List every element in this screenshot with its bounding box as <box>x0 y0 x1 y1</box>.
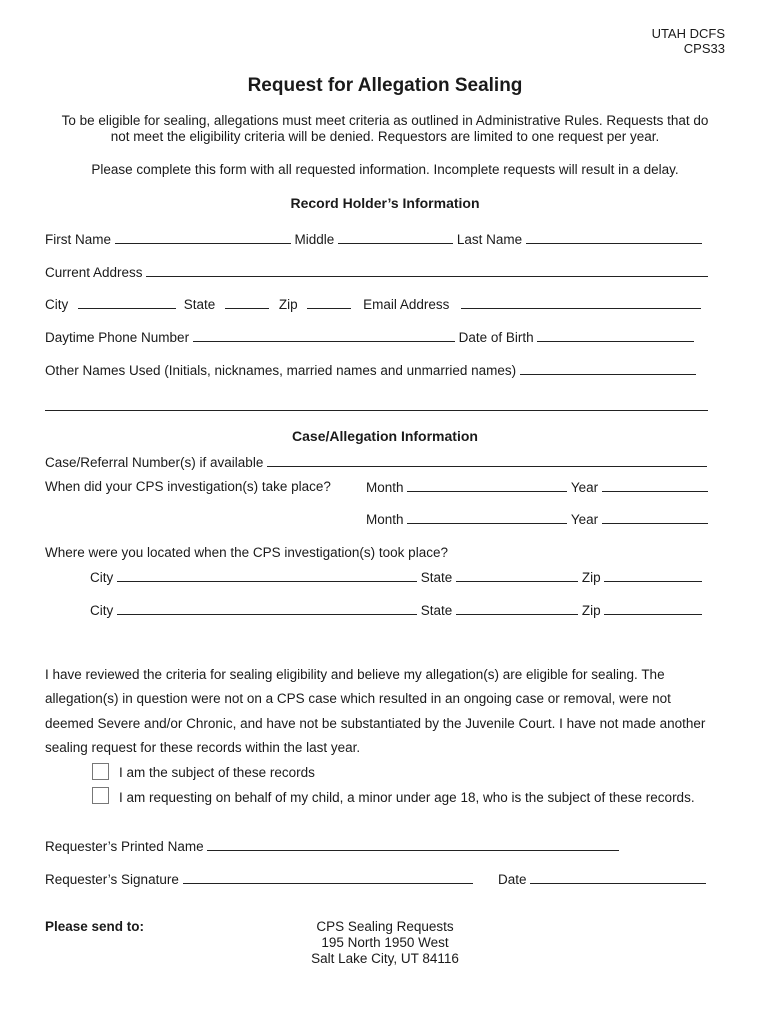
first-name-field[interactable] <box>115 231 291 244</box>
location-state-field[interactable] <box>456 602 578 615</box>
certification-line-1: I have reviewed the criteria for sealing eligibility and believe my allegation(s) are eligible for sealing. The <box>45 667 665 682</box>
location-city-label: City <box>90 603 114 618</box>
printed-name-label: Requester’s Printed Name <box>45 839 204 854</box>
date-field[interactable] <box>530 871 706 884</box>
month-field[interactable] <box>407 511 567 524</box>
last-name-label: Last Name <box>456 232 523 247</box>
location-state-field[interactable] <box>456 569 578 582</box>
send-to-label: Please send to: <box>45 919 145 934</box>
send-to-line-3: Salt Lake City, UT 84116 <box>311 951 459 966</box>
current-address-field[interactable] <box>146 264 708 277</box>
location-zip-field[interactable] <box>604 602 702 615</box>
investigation-date-row-2 <box>366 511 708 528</box>
case-number-row <box>45 454 707 471</box>
current-address-label: Current Address <box>45 265 143 280</box>
other-names-field[interactable] <box>520 362 696 375</box>
zip-label: Zip <box>278 297 298 312</box>
phone-row <box>45 329 694 346</box>
location-row-1 <box>90 569 702 586</box>
signature-row <box>45 871 473 888</box>
location-state-label: State <box>420 570 453 585</box>
certification-line-4: sealing request for these records within the last year. <box>45 740 361 755</box>
location-zip-field[interactable] <box>604 569 702 582</box>
on-behalf-option-label: I am requesting on behalf of my child, a minor under age 18, who is the subject of these records. <box>119 790 695 805</box>
record-holder-heading: Record Holder’s Information <box>290 195 480 211</box>
month-field[interactable] <box>407 479 567 492</box>
location-city-label: City <box>90 570 114 585</box>
dob-label: Date of Birth <box>458 330 534 345</box>
location-state-label: State <box>420 603 453 618</box>
phone-label: Daytime Phone Number <box>45 330 190 345</box>
year-label: Year <box>570 480 599 495</box>
middle-name-field[interactable] <box>338 231 453 244</box>
where-question: Where were you located when the CPS investigation(s) took place? <box>45 545 448 560</box>
email-field[interactable] <box>461 296 701 309</box>
year-field[interactable] <box>602 511 708 524</box>
location-city-field[interactable] <box>117 569 417 582</box>
send-to-line-2: 195 North 1950 West <box>321 935 449 950</box>
other-names-row <box>45 362 696 379</box>
phone-field[interactable] <box>193 329 455 342</box>
certification-line-3: deemed Severe and/or Chronic, and have not be substantiated by the Juvenile Court. I have not made another <box>45 716 706 731</box>
location-city-field[interactable] <box>117 602 417 615</box>
date-row <box>498 871 706 888</box>
case-number-label: Case/Referral Number(s) if available <box>45 455 264 470</box>
dob-field[interactable] <box>537 329 694 342</box>
intro-line-3: Please complete this form with all requested information. Incomplete requests will result in a delay. <box>91 162 679 177</box>
intro-line-2: not meet the eligibility criteria will be denied. Requestors are limited to one request per year. <box>110 129 660 144</box>
year-label: Year <box>570 512 599 527</box>
location-row-2 <box>90 602 702 619</box>
other-names-field-line-2[interactable] <box>45 410 708 411</box>
last-name-field[interactable] <box>526 231 702 244</box>
year-field[interactable] <box>602 479 708 492</box>
zip-field[interactable] <box>307 296 351 309</box>
case-number-field[interactable] <box>267 454 707 467</box>
city-row <box>45 296 701 313</box>
first-name-label: First Name <box>45 232 112 247</box>
page-title: Request for Allegation Sealing <box>247 75 523 96</box>
header-agency: UTAH DCFS <box>651 26 725 41</box>
printed-name-field[interactable] <box>207 838 619 851</box>
name-row <box>45 231 702 248</box>
month-label: Month <box>366 480 404 495</box>
on-behalf-checkbox[interactable] <box>92 787 109 804</box>
send-to-line-1: CPS Sealing Requests <box>316 919 454 934</box>
other-names-label: Other Names Used (Initials, nicknames, married names and unmarried names) <box>45 363 517 378</box>
address-row <box>45 264 708 281</box>
signature-field[interactable] <box>183 871 473 884</box>
certification-line-2: allegation(s) in question were not on a CPS case which resulted in an ongoing case or removal, were not <box>45 691 671 706</box>
date-label: Date <box>498 872 527 887</box>
state-field[interactable] <box>225 296 269 309</box>
email-label: Email Address <box>363 297 450 312</box>
investigation-date-row-1 <box>366 479 708 496</box>
middle-label: Middle <box>294 232 335 247</box>
location-zip-label: Zip <box>581 603 601 618</box>
case-info-heading: Case/Allegation Information <box>292 428 478 444</box>
header-form-code: CPS33 <box>683 41 725 56</box>
signature-label: Requester’s Signature <box>45 872 179 887</box>
state-label: State <box>183 297 216 312</box>
city-field[interactable] <box>78 296 176 309</box>
when-question: When did your CPS investigation(s) take place? <box>45 479 331 494</box>
intro-line-1: To be eligible for sealing, allegations must meet criteria as outlined in Administrative Rules. Requests that do <box>61 113 709 128</box>
subject-option-label: I am the subject of these records <box>119 765 315 780</box>
month-label: Month <box>366 512 404 527</box>
subject-checkbox[interactable] <box>92 763 109 780</box>
printed-name-row <box>45 838 619 855</box>
city-label: City <box>45 297 69 312</box>
location-zip-label: Zip <box>581 570 601 585</box>
